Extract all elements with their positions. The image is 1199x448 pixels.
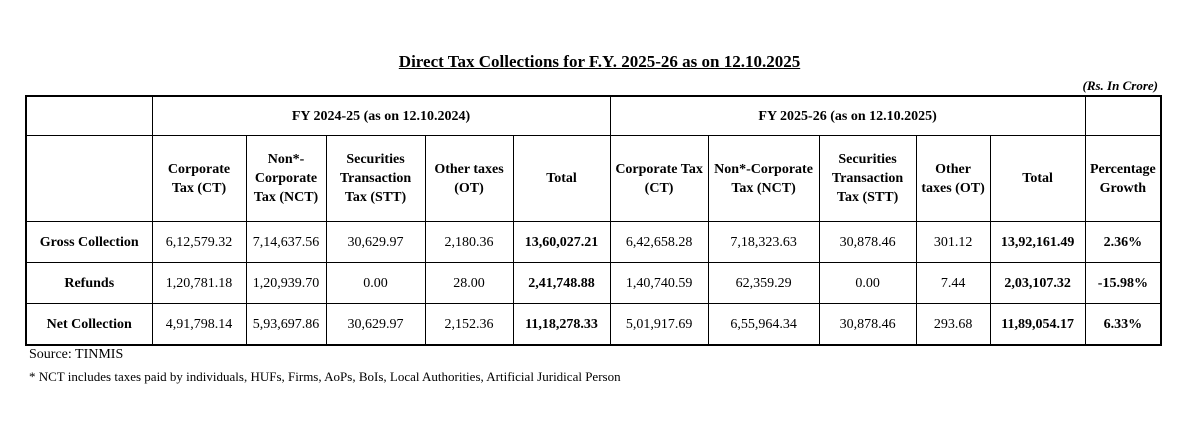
- title-text: Direct Tax Collections for F.Y. 2025-26 as on 12.10.2025: [398, 52, 801, 71]
- table-cell: 0.00: [819, 263, 916, 304]
- col-nct-prev: Non*-Corporate Tax (NCT): [246, 136, 326, 222]
- col-ct-curr: Corporate Tax (CT): [610, 136, 708, 222]
- table-cell-growth: 2.36%: [1085, 222, 1161, 263]
- col-ot-curr: Other taxes (OT): [916, 136, 990, 222]
- source-note: Source: TINMIS: [29, 347, 124, 362]
- table-cell: 5,93,697.86: [246, 304, 326, 346]
- table-cell: 30,629.97: [326, 304, 425, 346]
- table-row: [26, 222, 1161, 263]
- col-total-prev: Total: [513, 136, 610, 222]
- table-cell-growth: -15.98%: [1085, 263, 1161, 304]
- empty-corner: [26, 96, 152, 136]
- row-label: Refunds: [26, 263, 152, 304]
- col-stt-curr: Securities Transaction Tax (STT): [819, 136, 916, 222]
- col-ot-prev: Other taxes (OT): [425, 136, 513, 222]
- table-cell-growth: 6.33%: [1085, 304, 1161, 346]
- col-growth: Percentage Growth: [1085, 136, 1161, 222]
- empty-growth-header: [1085, 96, 1161, 136]
- footnote: * NCT includes taxes paid by individuals, HUFs, Firms, AoPs, BoIs, Local Authorities, Artificial Juridical Person: [29, 369, 621, 384]
- table-cell: 6,12,579.32: [152, 222, 246, 263]
- row-label: Gross Collection: [26, 222, 152, 263]
- table-cell: 6,42,658.28: [610, 222, 708, 263]
- table-cell: 2,180.36: [425, 222, 513, 263]
- table-cell: 30,878.46: [819, 222, 916, 263]
- table-cell-total: 11,89,054.17: [990, 304, 1085, 346]
- fy-header-row: [26, 96, 1161, 136]
- table-cell-total: 11,18,278.33: [513, 304, 610, 346]
- table-cell: 2,152.36: [425, 304, 513, 346]
- table-cell: 301.12: [916, 222, 990, 263]
- table-cell: 1,20,781.18: [152, 263, 246, 304]
- table-cell: 1,20,939.70: [246, 263, 326, 304]
- fy-prev-header: FY 2024-25 (as on 12.10.2024): [152, 96, 610, 136]
- table-cell-total: 2,03,107.32: [990, 263, 1085, 304]
- table-cell: 7,18,323.63: [708, 222, 819, 263]
- table-cell: 0.00: [326, 263, 425, 304]
- col-nct-curr: Non*-Corporate Tax (NCT): [708, 136, 819, 222]
- table-cell-total: 2,41,748.88: [513, 263, 610, 304]
- unit-note: (Rs. In Crore): [1082, 78, 1158, 93]
- tax-table: [25, 95, 1162, 346]
- table-cell: 5,01,917.69: [610, 304, 708, 346]
- table-cell: 293.68: [916, 304, 990, 346]
- col-ct-prev: Corporate Tax (CT): [152, 136, 246, 222]
- table-cell: 62,359.29: [708, 263, 819, 304]
- row-label: Net Collection: [26, 304, 152, 346]
- table-cell: 28.00: [425, 263, 513, 304]
- table-cell: 30,629.97: [326, 222, 425, 263]
- table-cell-total: 13,92,161.49: [990, 222, 1085, 263]
- col-stt-prev: Securities Transaction Tax (STT): [326, 136, 425, 222]
- table-row: [26, 304, 1161, 346]
- col-total-curr: Total: [990, 136, 1085, 222]
- table-cell: 4,91,798.14: [152, 304, 246, 346]
- fy-curr-header: FY 2025-26 (as on 12.10.2025): [610, 96, 1085, 136]
- column-header-row: [26, 136, 1161, 222]
- table-row: [26, 263, 1161, 304]
- table-cell: 1,40,740.59: [610, 263, 708, 304]
- page-title: [0, 52, 1199, 72]
- table-cell: 7,14,637.56: [246, 222, 326, 263]
- empty-label-header: [26, 136, 152, 222]
- table-cell-total: 13,60,027.21: [513, 222, 610, 263]
- table-cell: 30,878.46: [819, 304, 916, 346]
- table-cell: 7.44: [916, 263, 990, 304]
- table-cell: 6,55,964.34: [708, 304, 819, 346]
